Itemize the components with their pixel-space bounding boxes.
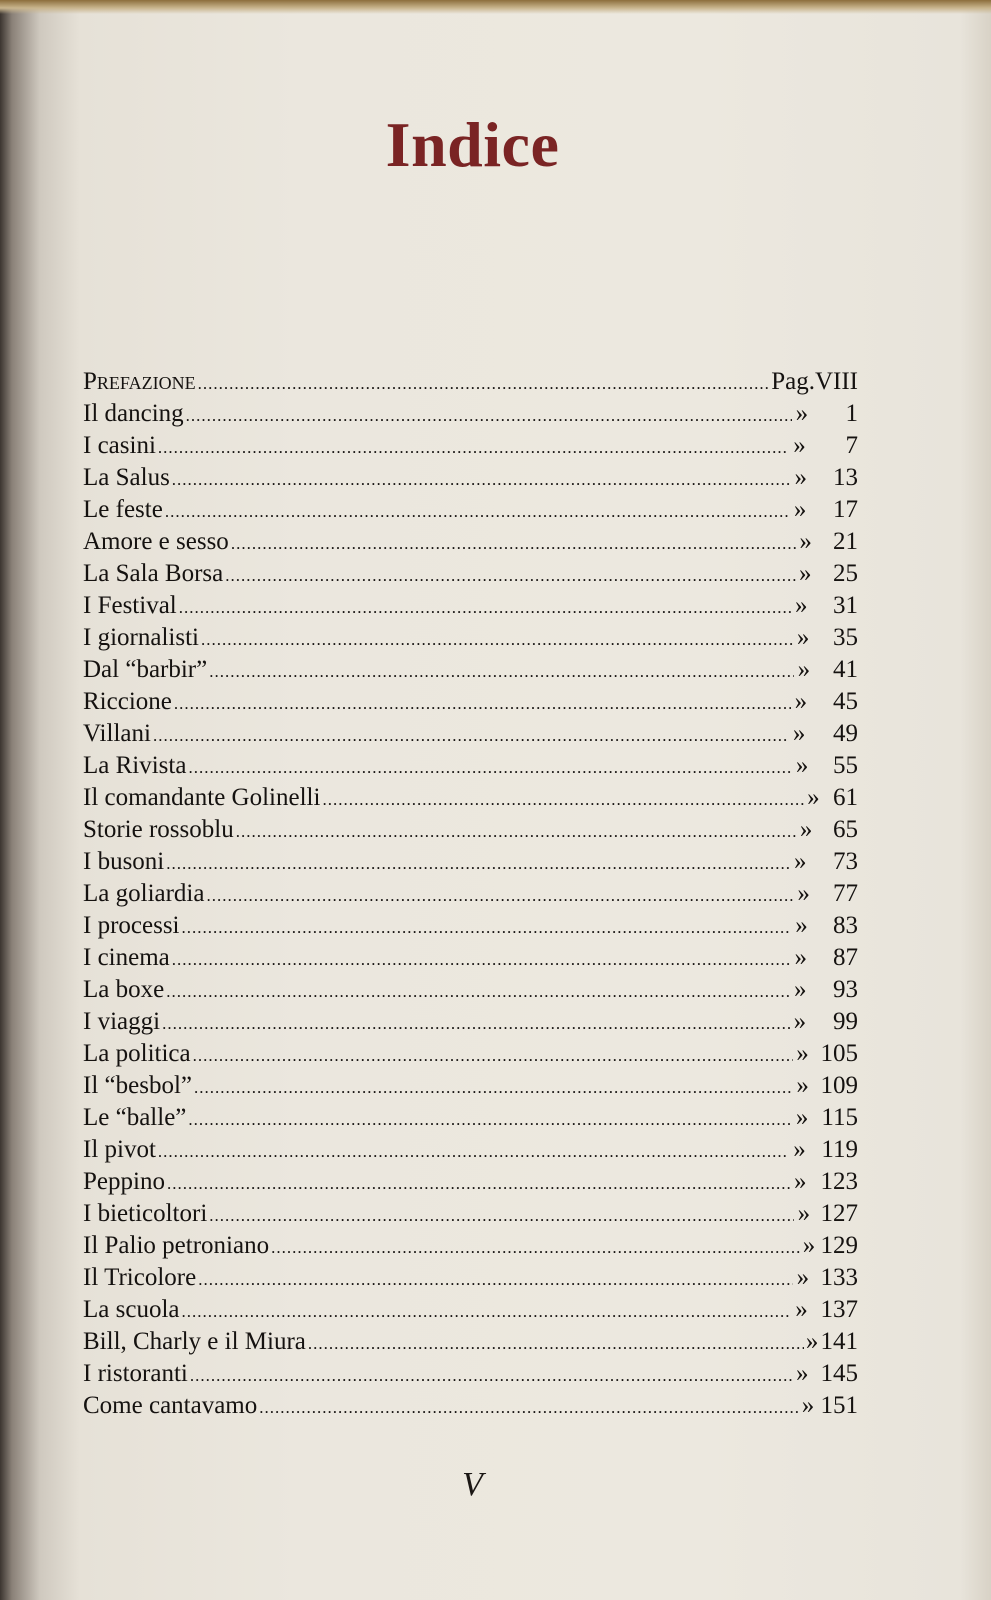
toc-entry-page: 109	[820, 1072, 859, 1099]
dot-leader	[231, 528, 796, 560]
toc-entry-title: La boxe	[83, 976, 165, 1003]
toc-entry	[83, 1230, 858, 1262]
toc-entry-title: Dal “barbir”	[83, 656, 208, 683]
toc-entry-page: 73	[833, 848, 858, 875]
toc-entry	[83, 558, 858, 590]
toc-entry	[83, 974, 858, 1006]
toc-entry-page: 105	[820, 1040, 858, 1067]
toc-entry-marker: »	[801, 1392, 815, 1419]
toc-entry-page: 25	[833, 560, 858, 587]
toc-entry-page: 133	[820, 1264, 858, 1291]
toc-entry-page: 13	[833, 464, 859, 491]
toc-entry	[83, 526, 858, 558]
toc-entry-title: I bieticoltori	[83, 1200, 208, 1227]
dot-leader	[259, 1392, 799, 1424]
toc-entry-title: Il comandante Golinelli	[83, 784, 321, 811]
toc-entry	[83, 494, 858, 526]
toc-entry	[83, 910, 858, 942]
toc-entry-title: Le feste	[83, 496, 163, 523]
page-top-edge	[0, 0, 991, 14]
toc-entry	[83, 782, 858, 814]
dot-leader	[186, 400, 792, 432]
toc-entry-title: Bill, Charly e il Miura	[83, 1328, 306, 1355]
toc-entry-title: La politica	[83, 1040, 191, 1067]
toc-entry-title: La Salus	[83, 464, 170, 491]
toc-entry-marker: »	[795, 912, 808, 939]
toc-entry-page: 45	[832, 688, 858, 715]
toc-entry	[83, 686, 858, 718]
toc-entry-page: 83	[833, 912, 858, 939]
dot-leader	[188, 1104, 792, 1136]
toc-entry-page: 65	[833, 816, 858, 843]
toc-entry-page: 141	[820, 1328, 858, 1355]
toc-entry-marker: »	[805, 1328, 819, 1355]
toc-entry	[83, 1102, 858, 1134]
dot-leader	[181, 1296, 791, 1328]
toc-entry-page: 93	[833, 976, 858, 1003]
toc-entry-page: 151	[820, 1392, 858, 1419]
dot-leader	[190, 1360, 792, 1392]
toc-entry-title: Prefazione	[83, 368, 196, 395]
toc-entry-page: 77	[832, 880, 858, 907]
toc-entry-marker: »	[794, 944, 807, 971]
toc-entry-page: 61	[833, 784, 858, 811]
dot-leader	[209, 656, 794, 688]
toc-entry-title: Peppino	[83, 1168, 165, 1195]
dot-leader	[162, 1008, 790, 1040]
toc-entry-title: I casini	[83, 432, 156, 459]
dot-leader	[182, 912, 792, 944]
toc-entry	[83, 1070, 858, 1102]
toc-entry-page: 137	[820, 1296, 858, 1323]
dot-leader	[167, 1168, 790, 1200]
toc-entry-page: 41	[833, 656, 858, 683]
toc-entry	[83, 398, 858, 430]
dot-leader	[194, 1072, 793, 1104]
toc-entry-page: 17	[833, 496, 858, 523]
toc-entry	[83, 1294, 858, 1326]
toc-entry-title: I viaggi	[83, 1008, 161, 1035]
dot-leader	[225, 560, 795, 592]
dot-leader	[179, 592, 791, 624]
toc-entry	[83, 1326, 858, 1358]
toc-entry-title: I Festival	[83, 592, 177, 619]
toc-entry-marker: »	[796, 1040, 809, 1067]
dot-leader	[172, 944, 791, 976]
toc-entry	[83, 846, 858, 878]
toc-entry-marker: »	[795, 1104, 809, 1131]
toc-entry-page: 127	[820, 1200, 858, 1227]
toc-entry-page: 49	[832, 720, 858, 747]
toc-entry-page: 145	[820, 1360, 858, 1387]
toc-entry-marker: »	[794, 976, 807, 1003]
toc-entry	[83, 430, 858, 462]
toc-entry-marker: Pag.	[771, 368, 815, 395]
toc-entry-title: Il Tricolore	[83, 1264, 197, 1291]
toc-entry-marker: »	[796, 1264, 810, 1291]
table-of-contents	[83, 366, 858, 1422]
toc-entry-page: VIII	[814, 368, 858, 395]
toc-entry-marker: »	[794, 688, 808, 715]
toc-entry-page: 1	[845, 400, 858, 427]
toc-entry-marker: »	[807, 784, 820, 811]
toc-entry-marker: »	[798, 560, 812, 587]
toc-entry-page: 99	[832, 1008, 858, 1035]
toc-entry-page: 31	[833, 592, 858, 619]
toc-entry-marker: »	[793, 1136, 806, 1163]
toc-entry	[83, 1134, 858, 1166]
toc-entry-page: 21	[833, 528, 858, 555]
toc-entry-marker: »	[795, 400, 809, 427]
dot-leader	[193, 1040, 793, 1072]
toc-entry-title: Il “besbol”	[83, 1072, 192, 1099]
dot-leader	[158, 432, 789, 464]
toc-entry-title: La Rivista	[83, 752, 187, 779]
dot-leader	[201, 624, 793, 656]
toc-entry	[83, 942, 858, 974]
dot-leader	[166, 976, 790, 1008]
toc-entry-marker: »	[795, 592, 808, 619]
toc-entry-page: 7	[845, 432, 858, 459]
toc-entry	[83, 654, 858, 686]
toc-entry	[83, 1166, 858, 1198]
toc-entry-page: 87	[833, 944, 858, 971]
toc-entry	[83, 750, 858, 782]
toc-entry-marker: »	[793, 1008, 807, 1035]
toc-entry-title: I giornalisti	[83, 624, 199, 651]
toc-entry-page: 35	[833, 624, 858, 651]
toc-entry-marker: »	[794, 1168, 807, 1195]
toc-entry	[83, 718, 858, 750]
toc-entry-title: Villani	[83, 720, 151, 747]
toc-entry-marker: »	[795, 752, 809, 779]
toc-entry-marker: »	[794, 848, 807, 875]
toc-entry-marker: »	[799, 528, 812, 555]
toc-entry-page: 55	[833, 752, 858, 779]
toc-entry-marker: »	[802, 1232, 816, 1259]
dot-leader	[158, 1136, 789, 1168]
toc-entry-marker: »	[796, 624, 810, 651]
toc-entry	[83, 366, 858, 398]
toc-entry-marker: »	[797, 880, 810, 907]
dot-leader	[271, 1232, 800, 1264]
toc-entry-title: Storie rossoblu	[83, 816, 234, 843]
dot-leader	[206, 880, 793, 912]
dot-leader	[308, 1328, 804, 1360]
page-title: Indice	[385, 109, 560, 180]
toc-entry-marker: »	[796, 1072, 809, 1099]
dot-leader	[322, 784, 805, 816]
toc-entry-marker: »	[794, 464, 807, 491]
toc-entry-page: 129	[820, 1232, 859, 1259]
toc-entry-marker: »	[799, 816, 813, 843]
toc-entry	[83, 814, 858, 846]
dot-leader	[174, 688, 791, 720]
dot-leader	[198, 1264, 793, 1296]
toc-entry-title: Come cantavamo	[83, 1392, 258, 1419]
toc-entry	[83, 590, 858, 622]
toc-entry	[83, 1262, 858, 1294]
toc-entry-marker: »	[795, 1360, 809, 1387]
toc-entry-title: I cinema	[83, 944, 170, 971]
toc-entry	[83, 1006, 858, 1038]
toc-entry-title: Il Palio petroniano	[83, 1232, 270, 1259]
toc-entry-marker: »	[797, 1200, 811, 1227]
toc-entry	[83, 1358, 858, 1390]
toc-entry-title: Amore e sesso	[83, 528, 229, 555]
toc-entry-marker: »	[797, 656, 811, 683]
dot-leader	[188, 752, 792, 784]
toc-entry-title: I ristoranti	[83, 1360, 188, 1387]
toc-entry-title: La goliardia	[83, 880, 205, 907]
toc-entry-page: 119	[821, 1136, 858, 1163]
toc-entry	[83, 1390, 858, 1422]
toc-entry-marker: »	[793, 496, 807, 523]
toc-entry-title: Le “balle”	[83, 1104, 187, 1131]
toc-entry-page: 123	[820, 1168, 858, 1195]
toc-entry-title: I busoni	[83, 848, 165, 875]
toc-entry	[83, 1198, 858, 1230]
toc-entry-title: Il dancing	[83, 400, 184, 427]
dot-leader	[153, 720, 789, 752]
toc-entry	[83, 878, 858, 910]
dot-leader	[236, 816, 797, 848]
toc-entry	[83, 622, 858, 654]
toc-entry-title: Riccione	[83, 688, 172, 715]
toc-entry-title: Il pivot	[83, 1136, 156, 1163]
page-number: V	[462, 1466, 483, 1503]
dot-leader	[165, 496, 790, 528]
toc-entry	[83, 462, 858, 494]
toc-entry-marker: »	[792, 720, 806, 747]
toc-entry-title: I processi	[83, 912, 180, 939]
toc-entry-marker: »	[795, 1296, 808, 1323]
toc-entry-title: La Sala Borsa	[83, 560, 224, 587]
toc-entry-marker: »	[793, 432, 806, 459]
dot-leader	[166, 848, 790, 880]
toc-entry	[83, 1038, 858, 1070]
toc-entry-page: 115	[821, 1104, 858, 1131]
toc-entry-title: La scuola	[83, 1296, 180, 1323]
dot-leader	[198, 368, 770, 400]
dot-leader	[209, 1200, 794, 1232]
dot-leader	[172, 464, 791, 496]
